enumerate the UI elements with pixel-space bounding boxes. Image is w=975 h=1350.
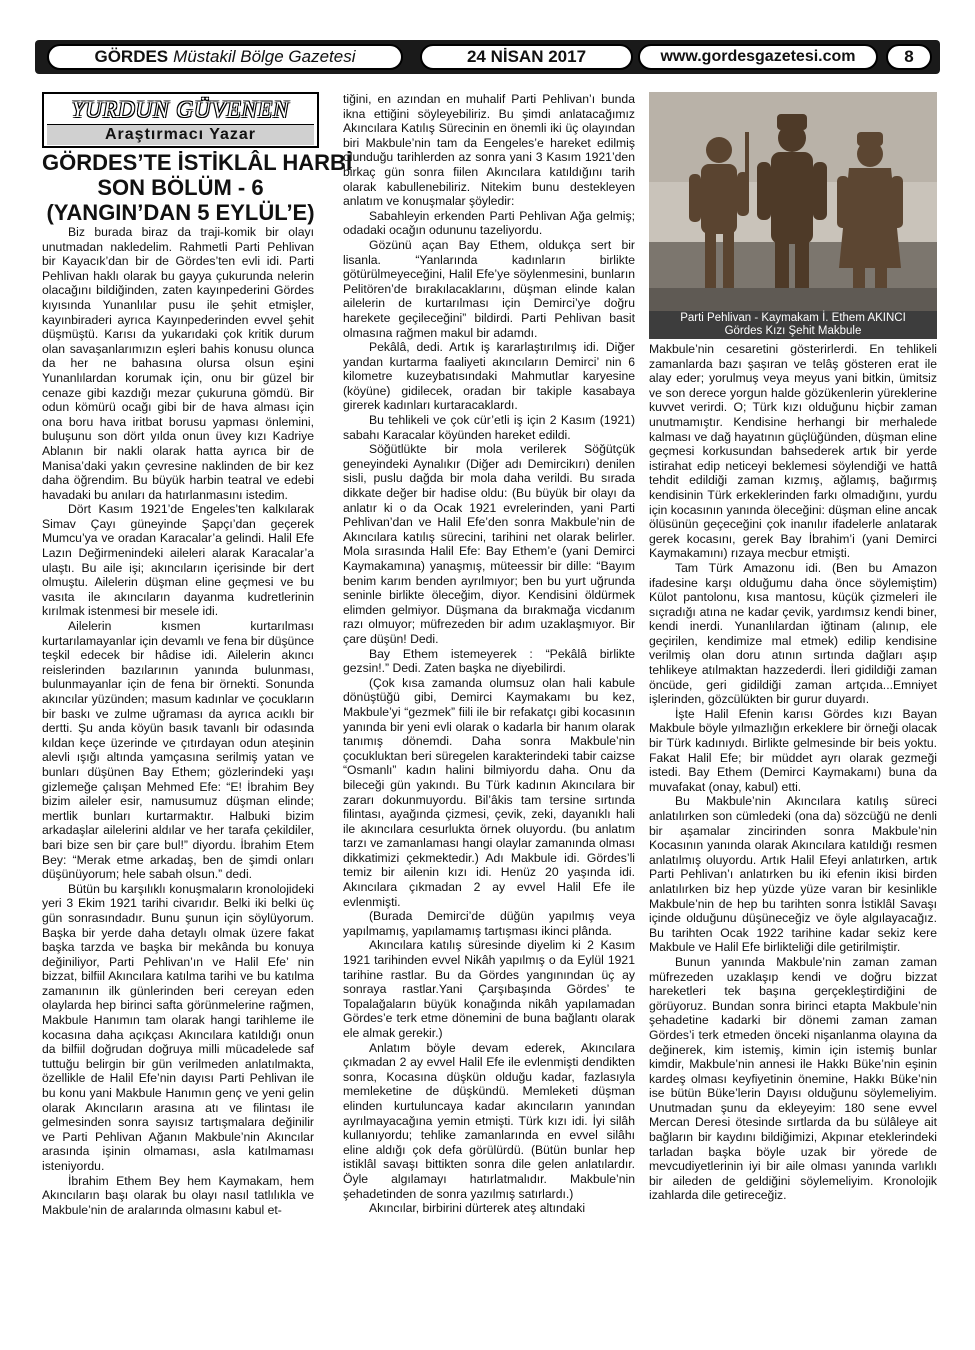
headline-line-1: GÖRDES’TE İSTİKLÂL HARBİ: [42, 150, 353, 175]
paragraph: Bunun yanında Makbule’nin zaman zaman müfrezeden uzaklaşıp kendi ve doğru bizzat hareketleri tek başına gerçekleştirdiğini de görüyoruz. Bundan sonra birinci etapta Makbule’nin şehadetine kadarki bir dönemi zaman zaman Gördes’i terk etmeden önceki nişanlanma olayına da değinerek, kim istemiş, kimin için istemiş bunlar kimdir, Makbule’nin annesi ile Hakkı Büke’nin eşinin kardeş olması keyfiyetinin önemine, Hakkı Büke’nin ise bütün Büke’lerin Dayısı olduğunu söylemeliyim. Unutmadan şunu da ekleyeyim: 180 sene evvel Mercan Deresi ötesinde sırtlarda da bu sülâleye ait bağların bir kaydını bildiğimizi, Akpınar eteklerindeki tarladan başka böyle uzak bir yörede de mevcudiyetlerinin iyi bir aile olması yanında varlıklı bir aileden de geldiğini söylemeliyim. Kronolojik izahlarda dile getireceğiz.: [649, 954, 937, 1203]
paper-name-pill: [47, 44, 403, 70]
paragraph: Bütün bu karşılıklı konuşmaların kronolojideki yeri 3 Ekim 1921 tarihi civarıdır. Belki iki belki üç gün sonrasındadır. Bunu şunun için söylüyorum. Başka bir yerde daha detaylı olmak üzere fakat başka tarzda ve başka bir mekânda bu konuya değiniliyor, Parti Pehlivan’ın ve Halil Efe’ nin bizzat, bilfiil Akıncılara katılma tarihi ve bu katılma zamanının ilk günlerinden beri cereyan eden olaylarda hep birinci safta görünmelerine rağmen, Makbule Hanımın tam olarak hangi tarihleme ile kocasına daha açıkçası Akıncılara katıldığı onun da bilfiil doğrudan doğruya milli mücadelede saf tuttuğu belirgin bir gün verilmeden anlatılmakta, özellikle de Halil Efe’nin dayısı Parti Pehlivan ile bu konu yani Makbule Hanımın genç ve yeni gelin olarak Akıncıların arasına atı ve filintası ile gelmesinden sonra sayısız tartışmalara değinilir ve Parti Pehlivan Ağanın Makbule’nin Akıncılar arasında işinin olmaması, asla katılmaması isteniyordu.: [42, 881, 314, 1173]
photo-caption: [649, 311, 937, 339]
author-role: Araştırmacı Yazar: [47, 124, 314, 145]
paper-name: GÖRDES: [94, 47, 169, 66]
statue-photo: [649, 92, 937, 312]
paragraph: Anlatım böyle devam ederek, Akıncılara çıkmadan 2 ay evvel Halil Efe ile evlenmişti dendikten sonra, Kocasına düşkün olduğu kadar, fazlasıyla memleketine de düşkündü. Memleketi düşman elinden kurtuluncaya kadar akıncıların yanından ayrılmayacağına yemin etmişti. Türk kızı idi. İyi silâh kullanıyordu; tehlike zamanlarında en evvel silâhı eline aldığı çok defa görülürdü. (Bütün bunlar hep istiklâl savaşı bittikten sonra dile gelen anlatılardır. Öyle algılamayı hatırlatmalıdır. Makbule’nin şehadetinden de sonra yazılmış satırlardı.): [343, 1040, 635, 1201]
paragraph: Akıncılar, birbirini dürterek ateş altındaki: [369, 1201, 586, 1216]
paragraph: Makbule’nin cesaretini gösterirlerdi. En tehlikeli zamanlarda bazı şaşıran ve telâş gösteren erat ile alay eder; yorulmuş veya meyus yani bitkin, ümitsiz ve son derece yorgun halde gözükenlerin yüreklerine kuvvet verirdi. O; Türk kızı olduğunu hiçbir zaman unutmamıştır. Kendisine herhangi bir merhalede kalması ve dağ hayatının güçlüğünden, düşman eline geçmesi korkusundan bahsederek artık bir yerde istirahat edip neticeyi beklemesi söylendiği ve hattâ tehdit edildiği zaman kızmış, ağlamış, bağırmış kendisinin Türk erkeklerinden farkı olmadığını, yurdu için kocasının yanında öleceğini: düşman eline ancak ölüsünün geçeceğini çok inanılır ifadelerle anlatarak gerek kocasını, gerek Bay İbrahim’i (yani Demirci Kaymakamını) rızaya mecbur etmişti.: [649, 342, 937, 561]
photo-caption-line-1: Parti Pehlivan - Kaymakam İ. Ethem AKINCI: [680, 312, 906, 324]
page-number: 8: [886, 44, 932, 70]
article-column-2: [343, 92, 635, 1320]
paragraph: Akıncılara katılış süresinde diyelim ki 2 Kasım 1921 tarihinden evvel Nikâh yapılmış o da Eylül 1921 tarihine rastlar. Bu da Gördes yangınından üç ay sonraya rastlar.Yani Çarşıbaşında Gördes’ te Topalağaların büyük konağında nikâh yapılamadan Gördes’e terk etme dönemini de buna bağlantı olarak ele almak gerekir.): [343, 938, 635, 1040]
author-name: YURDUN GÜVENEN: [71, 97, 290, 122]
paragraph: İbrahim Ethem Bey hem Kaymakam, hem Akıncıların başı olarak bu olayı nasıl tatlılıkla ve Makbule’nin de aralarında olmasını kabul et-: [42, 1173, 314, 1217]
headline-line-3: (YANGIN’DAN 5 EYLÜL’E): [46, 200, 315, 225]
paragraph: Dört Kasım 1921’de Engeles’ten kalkılarak Simav Çayı güneyinde Şapçı’dan geçerek Mumcu’ya ve oradan Karacalar’a gelindi. Halil Efe Lazın Değirmenindeki aileleri alarak Karacalar’a ulaştı. Bu aile işi; akıncıların içerisinde bir dert olmuştu. Ailelerin düşman eline geçmesi ve bu vasıta ile akıncıların dayanma kudretlerinin kırılmak istenmesi bir mesele idi.: [42, 502, 314, 619]
paragraph: İşte Halil Efenin karısı Gördes kızı Bayan Makbule böyle yılmazlığın erkeklere bir örneği olacak bir Türk kadınıydı. Birlikte gelmesinde bir beis yoktu. Fakat Halil Efe; bir müddet ayrı olarak gezmeği istedi. Bay Ethem (Demirci Kaymakamı) buna da muvafakat (onay, kabul) etti.: [649, 706, 937, 794]
paragraph: Söğütlükte bir mola verilerek Söğütçük geneyindeki Aynalıkır (Diğer adı Demircikırı) denilen sisli, puslu dağda bir mola daha verildi. Bu sırada dikkate değer bir hadise oldu: (Bu büyük bir olayı da anlatır ki o da Ocak 1921 evrelerinden, yani Parti Pehlivan’dan ve Halil Efe’den sonra Makbule’nin de Akıncılara katılış sürecini, tarihini net olarak belirler. Mola sırasında Halil Efe: Bay Ethem’e (yani Demirci Kaymakamına) yanaşmış, müteessir bir dille: “Bayım benim karım benden ayrılmıyor; ben bu yurt uğrunda seninle birlikte öleceğim, diyor. Kendisini öldürmek elimden gelmiyor. Düşmana da bırakmağa vicdanım razı olmuyor; müfrezeden bir adım uzaklaşmıyor. Bir çare düşün! Dedi.: [343, 442, 635, 646]
paragraph: Sabahleyin erkenden Parti Pehlivan Ağa gelmiş; odadaki ocağın odununu tazeliyordu.: [343, 208, 635, 238]
paragraph: Bu tehlikeli ve çok cür’etli iş için 2 Kasım (1921) sabahı Karacalar köyünden hareket edildi.: [343, 413, 635, 442]
paragraph: (Burada Demirci’de düğün yapılmış veya yapılmamış, yapılamamış tartışması ikinci plânda.: [343, 909, 635, 938]
paragraph: Bu Makbule’nin Akıncılara katılış süreci anlatılırken son cümledeki (ona da) sözcüğü ne denli bir aşamalar zincirinden sonra Makbule’nin Kocasının yanında olarak Akıncılara katıldığı resmen anlatılmış oluyordu. Artık Halil Efeyi anlatırken, artık Parti Pehlivan’ı anlatırken bu iki efenin ikisi birden anlatılırken biz hep yüzde yüze varan bir kesinlikle Makbule’nin de hep bu tarihten sonra İstiklâl Savaşı içinde olduğunu düşüneceğiz ve öyle algılayacağız. Bu tarihten Ocak 1922 tarihine kadar sekiz kere Makbule ve Halil Efe birlikteliği dile getirilmiştir.: [649, 794, 937, 955]
paragraph: Biz burada biraz da traji-komik bir olayı unutmadan nakledelim. Rahmetli Parti Pehlivan bir Kayacık’dan bir de Gördes’ten evli idi. Parti Pehlivan haklı olarak bu gayya çukurunda nelerin olacağını bildiğinden, zaten kayınpederini Gördes kıyısında Yunanlılar pusu ile şehit etmişler, kayınbiraderi ayrıca Kayınpederinden evvel şehit düşmüştü. Karısı da yukarıdaki çok kritik durum olan savaşanlarımızın eşleri bahis konusu olunca da her ne bahasına olursa olsun eşini Yunanlılardan korumak için, onu bir güzel bir cenaze gibi kazdığı mezar çukuruna gömdü. Bir odun kömürü ocağı gibi bir de hava alması için ona boru hava iritbat borusu yapması önlemini, buluşunu son dört yılda onun üvey kızı Kadriye Ablanın bir nakli olarak hatta ayrıca bir de Manisa’daki yakın çevresine naklinden de bir kez daha öğrendim. Bu büyük harbin teatral ve edebi havadaki bu anıları da hatırlanmasını istedim.: [42, 225, 314, 502]
article-column-1: [42, 225, 314, 1315]
issue-date: 24 NİSAN 2017: [420, 44, 633, 70]
paragraph: tiğini, en azından en muhalif Parti Pehlivan’ı bunda ikna ettiğini söyleyebiliriz. Bu şimdi anlatacağımız Akıncılara Katılış Sürecinin en önemli iki üç olayından biri Makbule’nin tam da Eengeles’e hareket edilmiş olunduğu tarihlerden az sonra yani 3 Kasım 1921’den birkaç gün sonra fiilen Akıncılara katıldığını tarih olarak kabullenebiliriz. Nitekim bunu destekleyen anlatım ve konuşmalar şöyledir:: [343, 92, 635, 209]
article-column-3: [649, 342, 937, 1318]
author-box: [42, 92, 319, 148]
paper-subtitle: Müstakil Bölge Gazetesi: [173, 47, 356, 66]
paragraph: Pekâlâ, dedi. Artık iş kararlaştırılmış idi. Diğer yandan kurtarma faaliyeti akıncıların Demirci’ nin 6 kilometre kuzeybatısındaki Mahmutlar karyesine (köyüne) gidilecek, oradan bir takiple kasabaya girerek kadınları kurtaracaklardı.: [343, 340, 635, 413]
photo-caption-line-2: Gördes Kızı Şehit Makbule: [724, 325, 862, 337]
paragraph: Bay Ethem istemeyerek : “Pekâlâ birlikte gezsin!.” Dedi. Zaten başka ne diyebilirdi.: [343, 646, 635, 676]
statue-illustration: [649, 92, 937, 312]
article-headline: [42, 150, 353, 225]
paragraph: Gözünü açan Bay Ethem, oldukça sert bir lisanla. “Yanlarında kadınların birlikte götürülmeyeceğini, Halil Efe’ye söylenmesini, bunların Pelitören’de bırakılacaklarını, düşman elinde kalan ailelerin de kurtarılması için Demirci’ye doğru harekete geçileceğini” bildirdi. Parti Pehlivan basit olmasına rağmen makul bir adamdı.: [343, 237, 635, 340]
website-link[interactable]: www.gordesgazetesi.com: [638, 44, 878, 70]
paragraph: (Çok kısa zamanda olumsuz olan hali kabule dönüştüğü gibi, Demirci Kaymakamı bu kez, Makbule’yi “gezmek” fiili ile bir refakatçı gibi kocasının yanında bir yeni evli olarak o kadarla bir hanım olarak tanımış dönemdi. Daha sonra Makbule’nin çocukluktan beri süregelen karakterindeki tabir caizse “Osmanlı” kadın halini bilmiyordu daha. Onu da bileceği gün yakındı. Bu Türk kadının Akıncılara bir zararı dokunmuyordu. Bil’âkis tam tersine sırtında filintası, ayağında çizmesi, çevik, zeki, dayanıklı hali ile akıncılara cesurlukta örnek oluyordu. (bu anlatım tarzı ve zamanlaması hangi olaylar zamanında olması dikkatimizi çekmektedir.) Adı Makbule idi. Gördes’li temiz bir ailenin kızı idi. Henüz 20 yaşında idi. Akıncılara çıkmadan 2 ay evvel Halil Efe ile evlenmişti.: [343, 675, 635, 909]
headline-line-2: SON BÖLÜM - 6: [97, 175, 264, 200]
paragraph: Tam Türk Amazonu idi. (Ben bu Amazon ifadesine karşı olduğumu daha önce söylemiştim) Külot pantolonu, kısa mantosu, küçük çizmeleri ile sıçradığı atına ne kadar çevik, yardımsız kendi biner, kendi inerdi. Yunanlılardan iğtinam (alınıp, ele geçirilen, kendimize mal etmek) edilip kendisine verilmiş olan doru atının sırtında dağları aşıp tehlikeye atılmaktan hazzederdi. İleri gidildiği zaman öncüde, geri gidildiği zaman artçıda...Emniyet işlerinden, gözcülükten bir gurur duyardı.: [649, 560, 937, 707]
paragraph: Ailelerin kısmen kurtarılması kurtarılamayanlar için devamlı ve fena bir düşünce teşkil edecek bir hâdise idi. Ailelerin akıncı reislerinden bazılarının yanında bulunması, bulunmayanlar için de fena bir örnekti. Sonunda akıncılar yüzünden; masum kadınlar ve çocukların bir baskı ve zulme uğraması da ayrıca acıklı bir dertti. Şu anda köyün basık tavanlı bir odasında kıldan keçe üzerinde ve çıtırdayan odun ateşinin alevli ışığı altında yamçasına serilmiş yatan ve bunları düşünen Bay Ethem; gözlerindeki yaşı gizlemeğe çalışan Mehmed Efe: “E! İbrahim Bey bizim aileler esir, namusumuz düşman elinde; mertlik bunları kurtarmaktır. Halbuki bizim arkadaşlar ailelerini aldılar ve her tarafa çekildiler, bari bize sen bir çare bul!” diyordu. İbrahim Etem Bey: “Merak etme arkadaş, ben de şimdi onları düşünüyorum; hele sabah olsun.” dedi.: [42, 619, 314, 882]
